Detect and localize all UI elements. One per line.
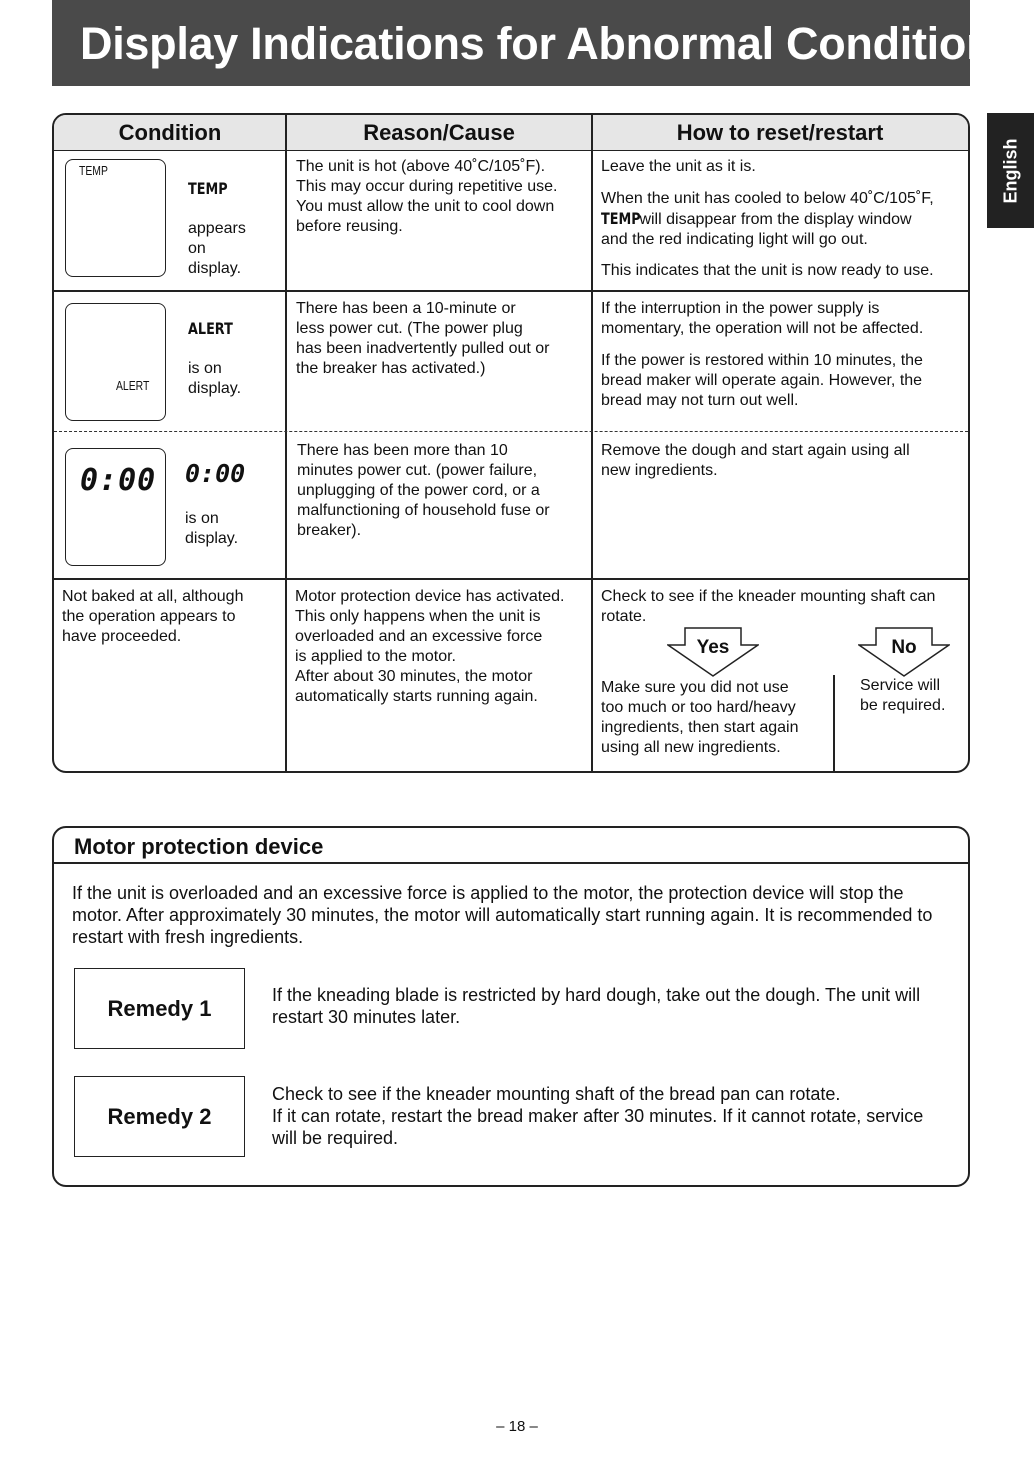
remedy-1-box: Remedy 1 bbox=[74, 968, 245, 1049]
no-arrow bbox=[858, 627, 950, 677]
header-reason: Reason/Cause bbox=[363, 120, 515, 145]
display-temp-indicator: TEMP bbox=[79, 163, 108, 178]
reason-motor: Motor protection device has activated. This only happens when the unit is overloaded and an excessive force is applied to the motor. After about 30 minutes, the motor automatically starts running again. bbox=[295, 588, 565, 705]
reset-zero-1: Remove the dough and start again using all new ingredients. bbox=[601, 442, 910, 479]
condition-text-temp: appears on display. bbox=[188, 220, 246, 277]
motor-title: Motor protection device bbox=[74, 834, 324, 859]
condition-cell-alert bbox=[188, 299, 244, 419]
yes-no-divider bbox=[833, 675, 835, 771]
row-divider-dashed bbox=[54, 431, 968, 432]
reset-temp-3: This indicates that the unit is now ready to use. bbox=[601, 262, 934, 279]
no-text: Service will be required. bbox=[860, 677, 946, 714]
yes-label: Yes bbox=[696, 637, 730, 658]
header-condition: Condition bbox=[118, 120, 222, 145]
display-alert-indicator: ALERT bbox=[116, 378, 150, 393]
column-divider bbox=[591, 115, 593, 771]
reason-alert: There has been a 10-minute or less power cut. (The power plug has been inadvertently pulled out or the breaker has activated.) bbox=[296, 300, 550, 377]
condition-label-alert: ALERT bbox=[188, 319, 233, 338]
condition-cell-zero bbox=[185, 439, 245, 569]
header-reset: How to reset/restart bbox=[676, 120, 884, 145]
display-window-temp bbox=[65, 159, 166, 277]
remedy-2-box: Remedy 2 bbox=[74, 1076, 245, 1157]
condition-text-zero: is on display. bbox=[185, 510, 239, 547]
language-tab bbox=[987, 113, 1034, 228]
title-bar bbox=[52, 0, 1018, 86]
reason-zero: There has been more than 10 minutes power cut. (power failure, unplugging of the power cord, or a malfunctioning of household fuse or breaker). bbox=[297, 442, 550, 539]
reason-temp: The unit is hot (above 40˚C/105˚F). This may occur during repetitive use. You must allow the unit to cool down before reusing. bbox=[296, 158, 558, 235]
condition-text-alert: is on display. bbox=[188, 360, 242, 397]
condition-label-zero: 0:00 bbox=[185, 459, 246, 488]
column-divider bbox=[285, 115, 287, 771]
remedy-2-text: Check to see if the kneader mounting shaft of the bread pan can rotate. If it can rotate, restart the bread maker after 30 minutes. If it cannot rotate, service will be required. bbox=[272, 1084, 924, 1148]
yes-arrow bbox=[667, 627, 759, 677]
table-header bbox=[54, 115, 968, 151]
no-label: No bbox=[891, 637, 917, 658]
reset-temp-label: TEMP bbox=[601, 209, 641, 228]
yes-text: Make sure you did not use too much or too hard/heavy ingredients, then start again using all new ingredients. bbox=[601, 679, 799, 756]
condition-cell-temp bbox=[188, 159, 246, 299]
language-tab-label: English bbox=[1000, 137, 1020, 204]
row-divider bbox=[54, 578, 968, 580]
abnormal-conditions-table bbox=[52, 113, 970, 773]
remedy-1-text: If the kneading blade is restricted by hard dough, take out the dough. The unit will restart 30 minutes later. bbox=[272, 985, 921, 1027]
reset-temp-2a: When the unit has cooled to below 40˚C/105˚F, bbox=[601, 190, 934, 207]
motor-protection-box bbox=[52, 826, 970, 1187]
condition-not-baked: Not baked at all, although the operation appears to have proceeded. bbox=[62, 588, 244, 645]
reset-check-shaft: Check to see if the kneader mounting shaft can rotate. bbox=[601, 588, 936, 625]
page-number: – 18 – bbox=[496, 1418, 538, 1435]
display-window-alert bbox=[65, 303, 166, 421]
condition-label-temp: TEMP bbox=[188, 179, 228, 198]
display-window-zero bbox=[65, 448, 166, 566]
display-zero-indicator: 0:00 bbox=[80, 463, 157, 498]
reset-temp-2 bbox=[601, 209, 966, 250]
reset-alert-1: If the interruption in the power supply is momentary, the operation will not be affected. bbox=[601, 300, 924, 337]
reset-temp-1: Leave the unit as it is. bbox=[601, 158, 756, 175]
page-title: Display Indications for Abnormal Conditions bbox=[80, 18, 1018, 69]
reset-temp-2b: will disappear from the display window and the red indicating light will go out. bbox=[601, 211, 912, 248]
motor-body: If the unit is overloaded and an excessive force is applied to the motor, the protection device will stop the motor. After approximately 30 minutes, the motor will automatically start running again. It is recommended to restart with fresh ingredients. bbox=[72, 883, 933, 947]
reset-alert-2: If the power is restored within 10 minutes, the bread maker will operate again. However, the bread may not turn out well. bbox=[601, 352, 923, 409]
motor-title-rule bbox=[54, 862, 968, 864]
